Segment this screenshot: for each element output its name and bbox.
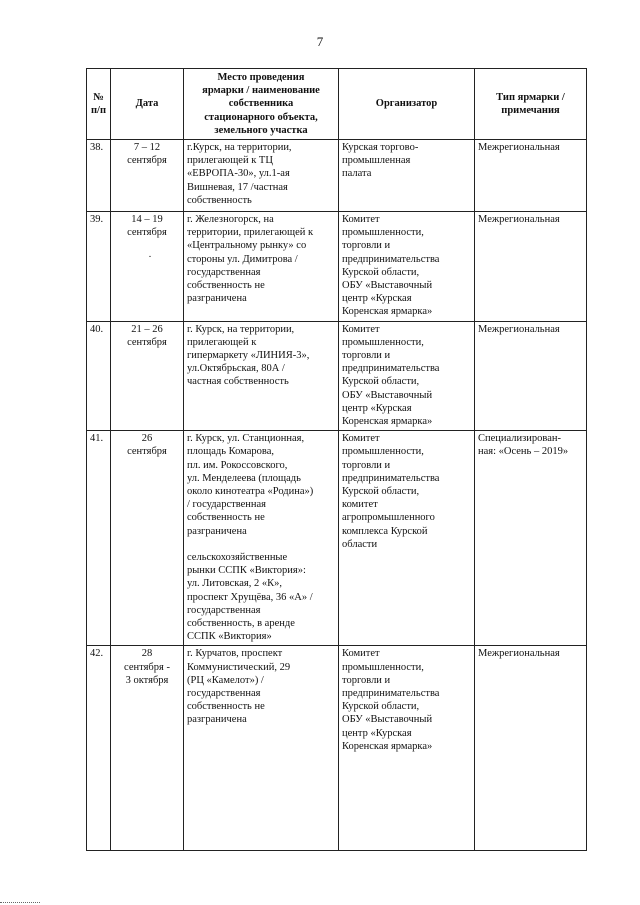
header-place-line: ярмарки / наименование bbox=[202, 85, 320, 97]
organizer-line: торговли и bbox=[342, 350, 391, 362]
place-line: территории, прилегающей к bbox=[187, 227, 314, 239]
organizer-line: торговли и bbox=[342, 674, 391, 686]
row-number: 38. bbox=[87, 140, 111, 212]
place-line: Коммунистический, 29 bbox=[187, 661, 291, 673]
organizer-line: предпринимательства bbox=[342, 363, 440, 375]
organizer-line: Комитет bbox=[342, 433, 380, 445]
organizer-line: области bbox=[342, 538, 378, 550]
stray-mark: · bbox=[148, 252, 152, 264]
organizer-line: ОБУ «Выставочный bbox=[342, 714, 433, 726]
place-line: площадь Комарова, bbox=[187, 446, 274, 458]
organizer-line: Курской области, bbox=[342, 266, 420, 278]
organizer-line: Комитет bbox=[342, 648, 380, 660]
header-number-line: № bbox=[93, 91, 104, 103]
table-row bbox=[87, 212, 587, 322]
place-line: г. Железногорск, на bbox=[187, 214, 274, 226]
organizer-line: Коренская ярмарка» bbox=[342, 306, 433, 318]
header-place-line: собственника bbox=[228, 98, 294, 110]
header-number bbox=[87, 69, 111, 140]
row-type bbox=[475, 646, 587, 851]
organizer-line: Курской области, bbox=[342, 486, 420, 498]
type-line: Межрегиональная bbox=[478, 648, 560, 660]
row-place bbox=[184, 321, 339, 431]
place-line: прилегающей к ТЦ bbox=[187, 155, 273, 167]
organizer-line: торговли и bbox=[342, 240, 391, 252]
type-line: Межрегиональная bbox=[478, 214, 560, 226]
row-number: 39. bbox=[87, 212, 111, 322]
place-line: г. Курчатов, проспект bbox=[187, 648, 283, 660]
header-type-line: примечания bbox=[501, 105, 560, 116]
date-line: 28 bbox=[141, 648, 153, 660]
type-line: ная: «Осень – 2019» bbox=[478, 446, 569, 458]
organizer-line: промышленности, bbox=[342, 661, 424, 673]
place-line: пл. им. Рокоссовского, bbox=[187, 459, 288, 471]
place-line: сельскохозяйственные bbox=[187, 551, 288, 563]
place-line: собственность bbox=[187, 194, 252, 206]
header-date: Дата bbox=[111, 69, 184, 140]
place-line: собственность не bbox=[187, 512, 265, 524]
organizer-line: ОБУ «Выставочный bbox=[342, 389, 433, 401]
table-row bbox=[87, 321, 587, 431]
place-line: собственность не bbox=[187, 280, 265, 292]
row-organizer bbox=[339, 321, 475, 431]
organizer-line: агропромышленного bbox=[342, 512, 435, 524]
organizer-line: промышленности, bbox=[342, 227, 424, 239]
organizer-line: Коренская ярмарка» bbox=[342, 416, 433, 428]
organizer-line: ОБУ «Выставочный bbox=[342, 280, 433, 292]
row-number: 40. bbox=[87, 321, 111, 431]
row-date bbox=[111, 321, 184, 431]
date-line: 26 bbox=[141, 433, 153, 445]
place-line: разграничена bbox=[187, 525, 247, 537]
row-place bbox=[184, 431, 339, 646]
table-row bbox=[87, 646, 587, 851]
row-date bbox=[111, 431, 184, 646]
type-line: Межрегиональная bbox=[478, 323, 560, 335]
header-place-line: Место проведения bbox=[217, 72, 305, 83]
place-line: проспект Хрущёва, 36 «А» / bbox=[187, 591, 313, 603]
row-organizer bbox=[339, 140, 475, 212]
organizer-line: Комитет bbox=[342, 214, 380, 226]
table-row bbox=[87, 140, 587, 212]
row-place bbox=[184, 140, 339, 212]
place-line: государственная bbox=[187, 266, 261, 278]
row-type bbox=[475, 212, 587, 322]
place-line: около кинотеатра «Родина») bbox=[187, 486, 314, 498]
organizer-line: Курская торгово- bbox=[342, 142, 419, 154]
place-line: гипермаркету «ЛИНИЯ-3», bbox=[187, 350, 310, 362]
header-number-line: п/п bbox=[90, 105, 107, 116]
row-type bbox=[475, 431, 587, 646]
place-line: «ЕВРОПА-30», ул.1-ая bbox=[187, 168, 290, 180]
row-type bbox=[475, 140, 587, 212]
row-organizer bbox=[339, 646, 475, 851]
row-date bbox=[111, 212, 184, 322]
date-line: сентября bbox=[127, 227, 167, 239]
row-number: 42. bbox=[87, 646, 111, 851]
place-line: / государственная bbox=[187, 499, 266, 511]
date-line: 21 – 26 bbox=[131, 323, 163, 335]
row-organizer bbox=[339, 212, 475, 322]
place-line: г.Курск, на территории, bbox=[187, 142, 292, 154]
place-line: собственность, в аренде bbox=[187, 617, 295, 629]
row-number: 41. bbox=[87, 431, 111, 646]
organizer-line: промышленности, bbox=[342, 336, 424, 348]
row-place bbox=[184, 212, 339, 322]
organizer-line: предпринимательства bbox=[342, 253, 440, 265]
table-row bbox=[87, 431, 587, 646]
row-place bbox=[184, 646, 339, 851]
place-line: г. Курск, на территории, bbox=[187, 323, 295, 335]
place-line: г. Курск, ул. Станционная, bbox=[187, 433, 305, 445]
place-line: (РЦ «Камелот») / bbox=[187, 674, 264, 686]
date-line: 7 – 12 bbox=[133, 142, 161, 154]
organizer-line: комитет bbox=[342, 499, 378, 511]
place-line: Вишневая, 17 /частная bbox=[187, 181, 288, 193]
place-line: ул.Октябрьская, 80А / bbox=[187, 363, 285, 375]
place-line: ул. Литовская, 2 «К», bbox=[187, 578, 282, 590]
organizer-line: центр «Курская bbox=[342, 293, 412, 305]
header-type bbox=[475, 69, 587, 140]
type-line: Межрегиональная bbox=[478, 142, 560, 154]
date-line: 3 октября bbox=[125, 674, 169, 686]
header-place-line: земельного участка bbox=[214, 124, 308, 136]
table-header-row bbox=[87, 69, 587, 140]
scan-edge-mark bbox=[0, 902, 40, 903]
organizer-line: Курской области, bbox=[342, 376, 420, 388]
place-line: разграничена bbox=[187, 714, 247, 726]
date-line: сентября bbox=[127, 446, 167, 458]
organizer-line: комплекса Курской bbox=[342, 525, 428, 537]
organizer-line: предпринимательства bbox=[342, 472, 440, 484]
place-line: государственная bbox=[187, 604, 261, 616]
place-line: разграничена bbox=[187, 293, 247, 305]
place-line: государственная bbox=[187, 687, 261, 699]
header-organizer: Организатор bbox=[339, 69, 475, 140]
organizer-line: палата bbox=[342, 168, 372, 180]
place-line: собственность не bbox=[187, 701, 265, 713]
place-line: стороны ул. Димитрова / bbox=[187, 253, 298, 265]
header-type-line: Тип ярмарки / bbox=[496, 91, 565, 103]
place-line: «Центральному рынку» со bbox=[187, 240, 307, 252]
header-place-line: стационарного объекта, bbox=[204, 111, 318, 123]
fairs-table bbox=[86, 68, 587, 851]
row-date bbox=[111, 140, 184, 212]
place-line: рынки ССПК «Виктория»: bbox=[187, 565, 306, 577]
row-organizer bbox=[339, 431, 475, 646]
place-line: ул. Менделеева (площадь bbox=[187, 472, 301, 484]
organizer-line: центр «Курская bbox=[342, 727, 412, 739]
date-line: сентября - bbox=[124, 661, 170, 673]
type-line: Специализирован- bbox=[478, 433, 561, 445]
organizer-line: промышленная bbox=[342, 155, 411, 167]
organizer-line: центр «Курская bbox=[342, 402, 412, 414]
organizer-line: торговли и bbox=[342, 459, 391, 471]
paragraph-gap bbox=[187, 538, 335, 551]
place-line: ССПК «Виктория» bbox=[187, 631, 272, 643]
place-line: прилегающей к bbox=[187, 336, 257, 348]
organizer-line: Курской области, bbox=[342, 701, 420, 713]
row-type bbox=[475, 321, 587, 431]
header-place bbox=[184, 69, 339, 140]
organizer-line: Комитет bbox=[342, 323, 380, 335]
date-line: 14 – 19 bbox=[131, 214, 163, 226]
organizer-line: Коренская ярмарка» bbox=[342, 740, 433, 752]
row-date bbox=[111, 646, 184, 851]
page-number: 7 bbox=[316, 34, 324, 49]
organizer-line: промышленности, bbox=[342, 446, 424, 458]
date-line: сентября bbox=[127, 155, 167, 167]
date-line: сентября bbox=[127, 336, 167, 348]
place-line: частная собственность bbox=[187, 376, 289, 388]
organizer-line: предпринимательства bbox=[342, 687, 440, 699]
